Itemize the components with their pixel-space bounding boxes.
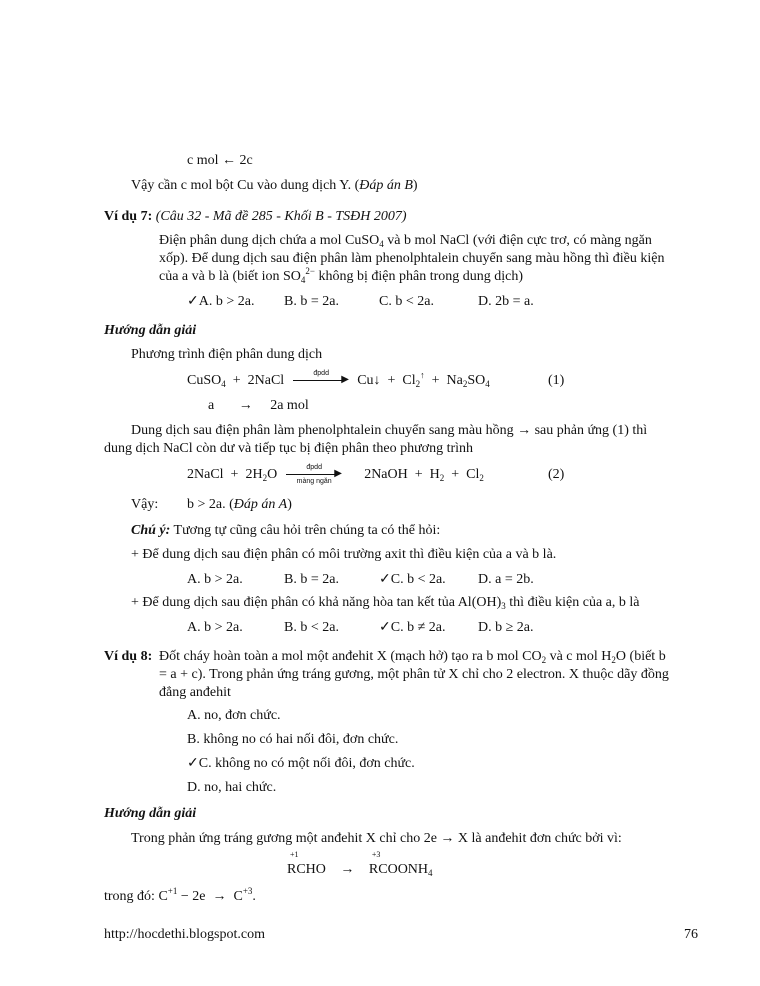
conclusion-line: Vậy cần c mol bột Cu vào dung dịch Y. (Đáp án B) [131,178,418,193]
example-8-option-b: B. không no có hai nối đôi, đơn chức. [187,732,399,747]
note-q2-option-d: D. b ≥ 2a. [478,620,534,635]
equation-2-number: (2) [548,467,565,482]
example-8-option-c: ✓C. không no có một nối đôi, đơn chức. [187,756,415,771]
solution-2-intro: Trong phản ứng tráng gương một anđehit X chỉ cho 2e → X là anđehit đơn chức bởi vì: [131,831,622,846]
solution-heading-2: Hướng dẫn giải [104,806,197,821]
example-8-text-1: Đốt cháy hoàn toàn a mol một anđehit X (mạch hở) tạo ra b mol $CO_2$ và c mol $H_2O$ (biết b [159,649,666,665]
equation-2: 2NaCl + $2H_2O$ đpdd ▶ màng ngăn 2NaOH + $H_2 + Cl_2$ [187,464,484,485]
solution-1-text-2: dung dịch NaCl còn dư và tiếp tục bị điện phân theo phương trình [104,441,474,456]
example-7-header: Ví dụ 7: (Câu 32 - Mã đề 285 - Khối B - TSĐH 2007) [104,209,407,224]
electrolysis-arrow-2: đpdd ▶ màng ngăn [284,466,350,483]
equation-1-moles: a → 2a mol [208,398,309,413]
footer-url[interactable]: http://hocdethi.blogspot.com [104,927,265,942]
note-q1-option-d: D. a = 2b. [478,572,534,587]
mol-line: c mol ← 2c [187,153,253,168]
note-q2-option-b: B. b < 2a. [284,620,339,635]
example-7-text-1: Điện phân dung dịch chứa a mol CuSO$_4$ và b mol NaCl (với điện cực trơ, có màng ngăn [159,233,652,249]
solution-heading-1: Hướng dẫn giải [104,323,197,338]
solution-1-label: Vậy: [131,497,159,512]
example-8-label: Ví dụ 8: [104,649,153,664]
example-8-option-d: D. no, hai chức. [187,780,277,795]
equation-3: +1 RCHO → +3 $RCOONH_4$ [287,850,433,878]
note-q1-option-a: A. b > 2a. [187,572,243,587]
note-q1-option-b: B. b = 2a. [284,572,339,587]
solution-1-intro: Phương trình điện phân dung dịch [131,347,323,362]
example-7-option-a: ✓A. b > 2a. [187,294,255,309]
note-q1-option-c: ✓C. b < 2a. [379,572,446,587]
example-7-option-d: D. 2b = a. [478,294,534,309]
note-question-1: + Để dung dịch sau điện phân có môi trường axit thì điều kiện của a và b là. [131,547,557,562]
note-question-2: + Để dung dịch sau điện phân có khả năng hòa tan kết tủa $Al(OH)_3$ thì điều kiện của a, b là [131,595,640,611]
example-7-option-b: B. b = 2a. [284,294,339,309]
equation-1-number: (1) [548,373,565,388]
electrolysis-arrow-1: đpdd ▶ [291,372,357,389]
example-7-text-2: xốp). Để dung dịch sau điện phân làm phenolphtalein chuyển sang màu hồng thì điều kiện [159,251,665,266]
note-line: Chú ý: Tương tự cũng câu hỏi trên chúng ta có thể hỏi: [131,523,441,538]
equation-1: CuSO$_4$ + 2NaCl đpdd ▶ Cu↓ + $Cl_2^↑ + Na_2SO_4$ [187,370,490,389]
note-q2-option-a: A. b > 2a. [187,620,243,635]
page-number: 76 [684,927,698,942]
solution-2-oxidation: trong đó: $C^{+1} - 2e \to C^{+3}$. [104,886,256,904]
example-8-option-a: A. no, đơn chức. [187,708,281,723]
example-8-text-2: = a + c). Trong phản ứng tráng gương, một phân tử X chỉ cho 2 electron. X thuộc dãy đồng [159,667,669,682]
example-8-text-3: đẳng anđehit [159,685,231,700]
solution-1-answer: b > 2a. (Đáp án A) [187,497,292,512]
solution-1-text-1: Dung dịch sau điện phân làm phenolphtalein chuyển sang màu hồng → sau phản ứng (1) thì [131,423,648,438]
note-q2-option-c: ✓C. b ≠ 2a. [379,620,446,635]
example-7-text-3: của a và b là (biết ion $SO_4^{2-}$ không bị điện phân trong dung dịch) [159,266,524,285]
example-7-option-c: C. b < 2a. [379,294,434,309]
